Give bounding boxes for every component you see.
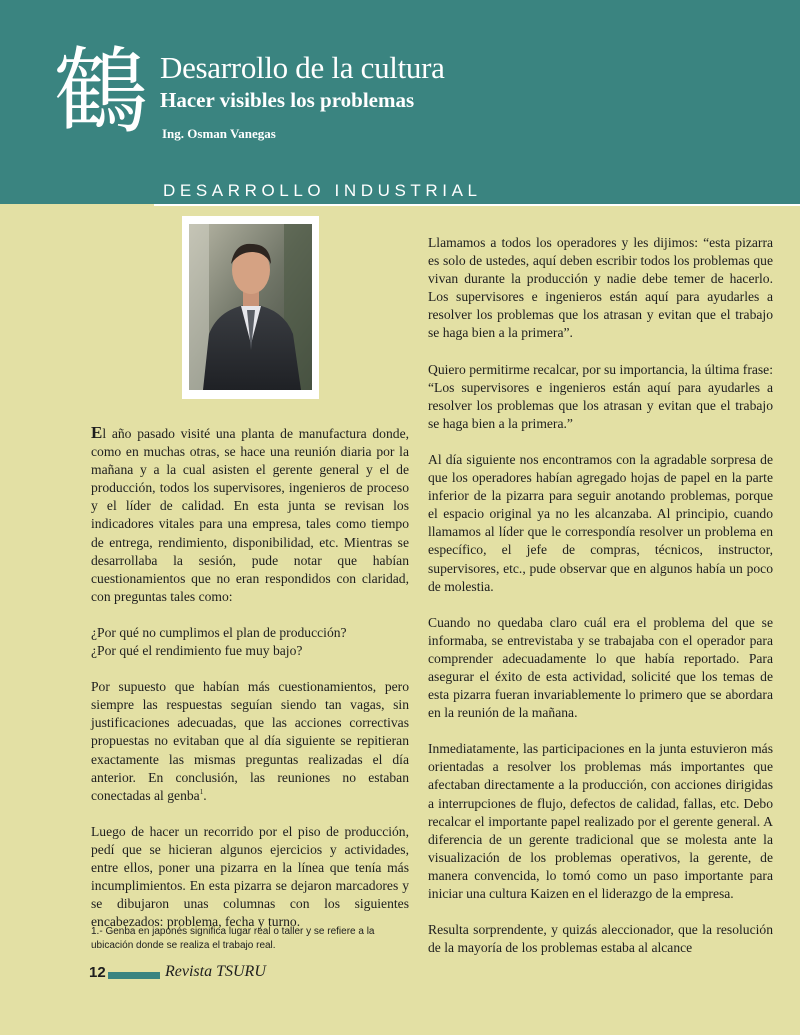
tsuru-kanji-logo [54, 40, 148, 136]
left-paragraph-1-text: l año pasado visité una planta de manufactura donde, como en muchas otras, se hace una reunión diaria por la mañana y a la cual asisten el gerente general y el de producción, todos los supervisores, ingenieros de proceso y el líder de calidad. En esta junta se revisan los indicadores vitales para una empresa, tales como tiempo de entrega, rendimiento, disponibilidad, etc. Mientras se desarrollaba la sesión, pude notar que habían cuestionamientos que no eran respondidos con claridad, con preguntas tales como: [91, 426, 409, 604]
svg-text:鶴: 鶴 [54, 40, 148, 136]
header-band [0, 0, 800, 204]
right-paragraph-3: Al día siguiente nos encontramos con la agradable sorpresa de que los operadores habían agregado hojas de papel en la parte inferior de la pizarra para seguir anotando problemas, porque el espacio original ya no les alcanzaba. Al principio, cuando llamamos al líder que le correspondía resolver un problema en específico, el jefe de compras, técnicos, instructor, supervisores, etc., pude observar que en algunos había un poco de molestia. [428, 451, 773, 594]
author-portrait-image [189, 224, 312, 390]
right-paragraph-6: Resulta sorprendente, y quizás aleccionador, que la resolución de la mayoría de los problemas estaba al alcance [428, 922, 773, 956]
drop-cap: E [91, 423, 103, 442]
section-rule [154, 204, 800, 206]
question-item: ¿Por qué no cumplimos el plan de producción? [91, 624, 347, 640]
left-paragraph-2 [91, 678, 409, 805]
left-column [91, 424, 409, 949]
author-name: Ing. Osman Vanegas [162, 126, 276, 141]
question-item: ¿Por qué el rendimiento fue muy bajo? [91, 643, 303, 659]
right-paragraph-4: Cuando no quedaba claro cuál era el problema del que se informaba, se entrevistaba y se trabajaba con el operador para comprender adecuadamente lo que había reportado. Para asegurar el éxito de esta actividad, solicité que los temas de esta pizarra fueran invariablemente lo primero que se abordara en la reunión de la mañana. [428, 614, 773, 721]
page-number: 12 [89, 964, 106, 981]
left-paragraph-2-text: Por supuesto que habían más cuestionamientos, pero siempre las respuestas seguían siendo tan vagas, sin justificaciones adecuadas, que las acciones correctivas propuestas no evitaban que al día siguiente se repitieran exactamente las mismas preguntas realizadas el día anterior. En conclusión, las reuniones no estaban conectadas al genba [91, 679, 409, 803]
section-label: DESARROLLO INDUSTRIAL [163, 181, 482, 200]
left-paragraph-3: Luego de hacer un recorrido por el piso de producción, pedí que se hicieran algunos ejercicios y actividades, entre ellos, poner una pizarra en la línea que tenía más incumplimientos. En esta pizarra se dejaron marcadores y se dibujaron unas columnas con los siguientes encabezados: problema, fecha y turno. [91, 823, 409, 930]
right-paragraph-2: Quiero permitirme recalcar, por su importancia, la última frase: “Los supervisores e ingenieros están aquí para ayudarles a resolver los problemas que los atrasan y evitan que el trabajo se haga bien a la primera.” [428, 361, 773, 431]
footnote: 1.- Genba en japonés significa lugar real o taller y se refiere a la ubicación donde se realiza el trabajo real. [91, 926, 375, 951]
left-paragraph-2-end: . [203, 787, 207, 803]
article-subtitle: Hacer visibles los problemas [160, 88, 415, 112]
author-photo [182, 216, 319, 399]
right-paragraph-1: Llamamos a todos los operadores y les dijimos: “esta pizarra es solo de ustedes, aquí deben escribir todos los problemas que vivan durante la producción y nadie debe temer de hacerlo. Los supervisores e ingenieros están aquí para ayudarles a resolver los problemas que los atrasan y evitan que el trabajo se haga bien a la primera”. [428, 235, 773, 341]
magazine-name: Revista TSURU [165, 963, 266, 980]
left-paragraph-1 [91, 424, 409, 606]
footnote-ref: 1 [199, 787, 204, 796]
right-column [428, 234, 773, 975]
right-paragraph-5: Inmediatamente, las participaciones en la junta estuvieron más orientadas a resolver los problemas más importantes que afectaban directamente a la producción, con acciones dirigidas a interrupciones de flujo, defectos de calidad, fallas, etc. Debo recalcar el importante papel realizado por el gerente general. A diferencia de un gerente tradicional que se molesta ante la visualización de los problemas operativos, la gerente, de manera convencida, lo tomó como un paso importante para iniciar una cultura Kaizen en el liderazgo de la empresa. [428, 741, 773, 901]
article-title: Desarrollo de la cultura [160, 50, 445, 85]
page-bar [108, 972, 160, 979]
question-list [91, 624, 409, 660]
